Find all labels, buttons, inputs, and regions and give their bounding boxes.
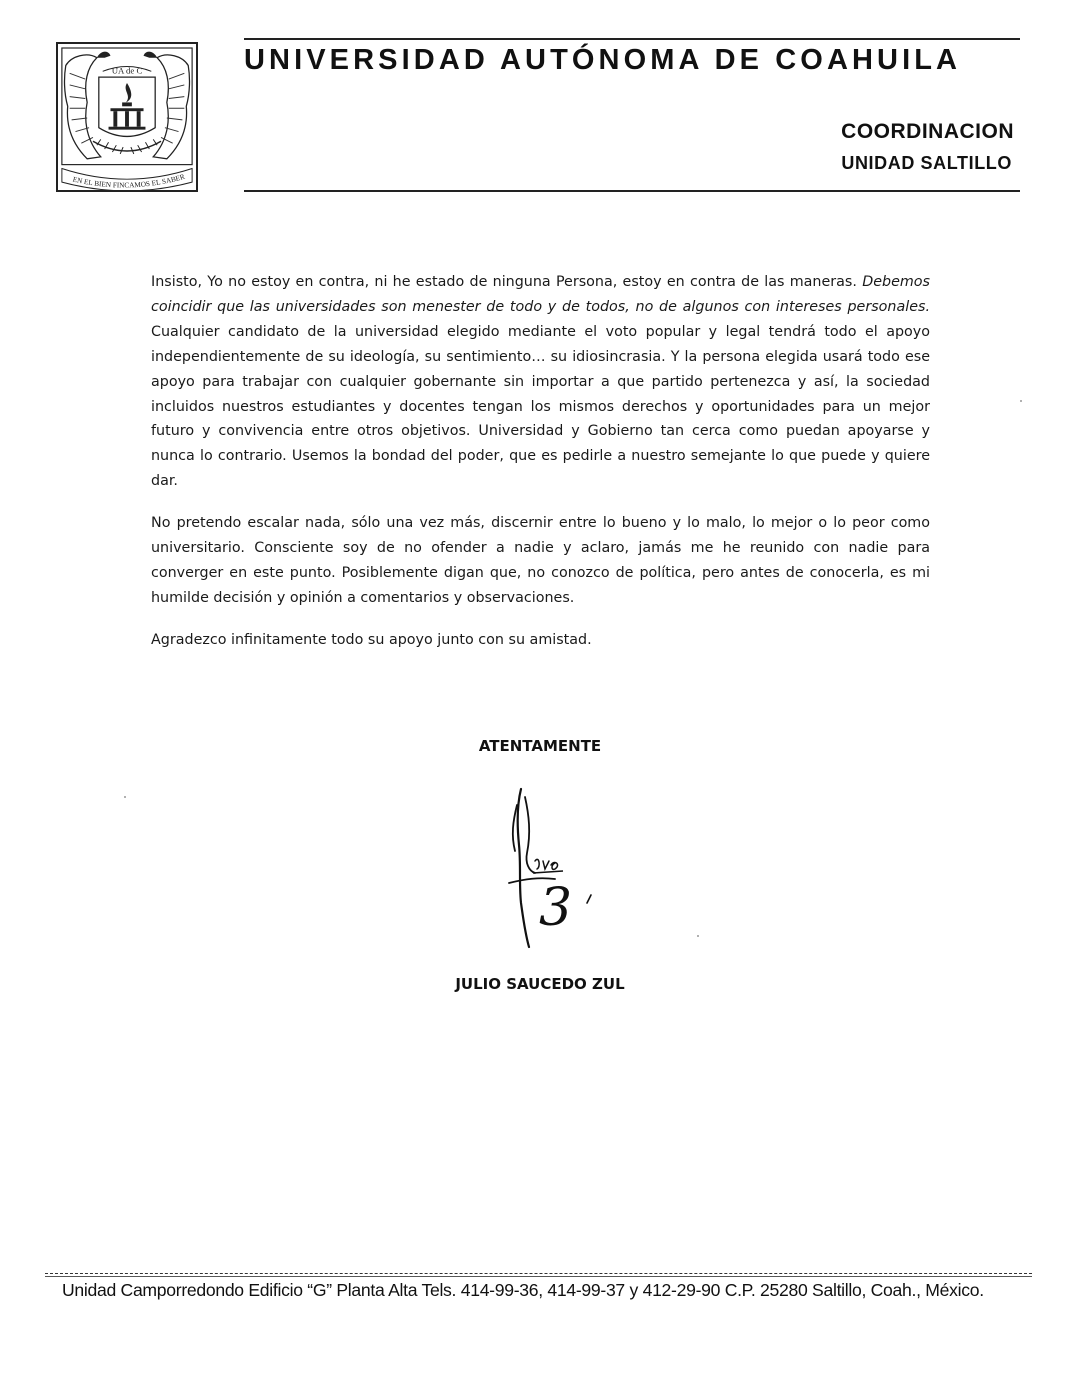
paragraph-1-italic: Debemos coincidir que las universidades son menester de todo y de todos, no de algunos con intereses personales. bbox=[151, 274, 930, 315]
scan-speck bbox=[124, 796, 126, 798]
paragraph-2: No pretendo escalar nada, sólo una vez más, discernir entre lo bueno y lo malo, lo mejor o lo peor como universitario. Consciente soy de no ofender a nadie y aclaro, jamás me he reunido con nadie para converger en este punto. Posiblemente digan que, no conozco de política, pero antes de conocerla, es mi humilde decisión y opinión a comentarios y observaciones. bbox=[151, 515, 930, 606]
header-top-rule bbox=[244, 38, 1020, 40]
scan-speck bbox=[1020, 400, 1022, 402]
paragraph-1-normal: Insisto, Yo no estoy en contra, ni he estado de ninguna Persona, estoy en contra de las maneras. bbox=[151, 274, 863, 290]
unit-name: UNIDAD SALTILLO bbox=[841, 153, 1012, 173]
closing-salutation: ATENTAMENTE bbox=[478, 737, 602, 755]
svg-text:UA de C: UA de C bbox=[111, 65, 143, 76]
paragraph-1-rest: Cualquier candidato de la universidad elegido mediante el voto popular y legal tendrá todo el apoyo independientemente de su ideología, su sentimiento… su idiosincrasia. Y la persona elegida usará todo ese apoyo para trabajar con cualquier gobernante sin importar a que partido pertenezca y así, la sociedad incluidos nuestros estudiantes y docentes tengan los mismos derechos y oportunidades para un mejor futuro y convivencia entre otros objetivos. Universidad y Gobierno tan cerca como puedan apoyarse y nunca lo contrario. Usemos la bondad del poder, que es pedirle a nuestro semejante lo que puede y quiere dar. bbox=[151, 323, 930, 490]
paragraph-3: Agradezco infinitamente todo su apoyo junto con su amistad. bbox=[151, 631, 592, 648]
eagle-seal-icon bbox=[58, 44, 196, 190]
letter-body bbox=[151, 270, 930, 670]
signer-name: JULIO SAUCEDO ZUL bbox=[455, 975, 625, 993]
university-name: UNIVERSIDAD AUTÓNOMA DE COAHUILA bbox=[244, 44, 962, 76]
svg-text:3: 3 bbox=[539, 878, 573, 938]
svg-text:EN EL BIEN FINCAMOS EL SABER: EN EL BIEN FINCAMOS EL SABER bbox=[71, 172, 186, 190]
footer-rule bbox=[45, 1273, 1032, 1274]
header-bottom-rule bbox=[244, 190, 1020, 192]
university-seal bbox=[56, 42, 198, 192]
scan-speck bbox=[697, 935, 699, 937]
handwritten-signature bbox=[495, 785, 615, 955]
department-name: COORDINACION bbox=[841, 120, 1014, 143]
footer-address: Unidad Camporredondo Edificio “G” Planta Alta Tels. 414-99-36, 414-99-37 y 412-29-90 C.P. 25280 Saltillo, Coah., México. bbox=[62, 1280, 984, 1300]
paragraph-1 bbox=[151, 270, 930, 494]
footer-rule-solid bbox=[45, 1276, 1032, 1277]
